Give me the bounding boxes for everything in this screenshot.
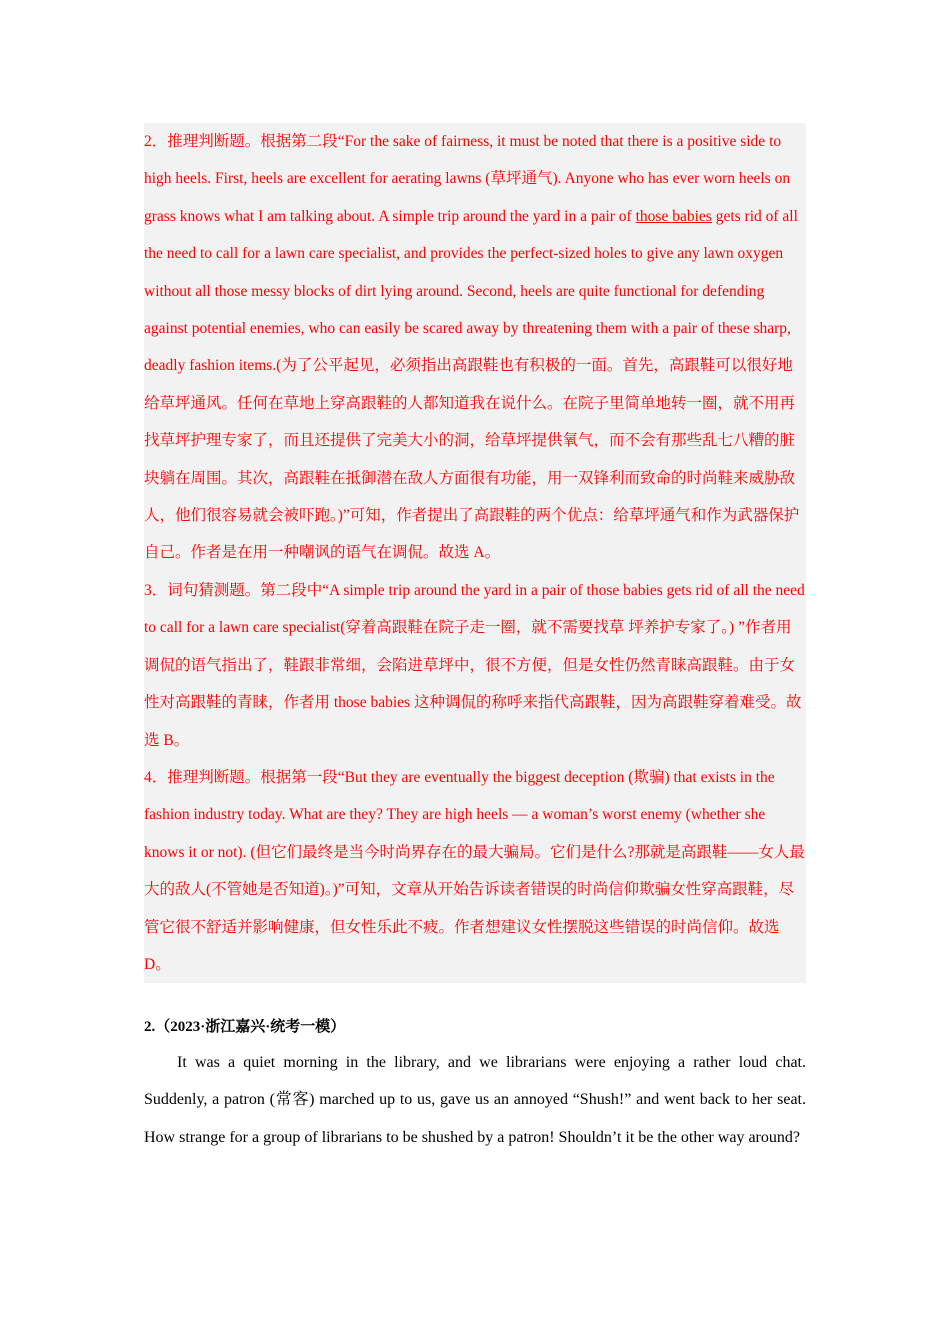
answer-2-explanation	[144, 123, 806, 572]
reading-passage: It was a quiet morning in the library, and we librarians were enjoying a rather loud chat. Suddenly, a patron (常客) marched up to us, gave us an annoyed “Shush!” and went back to her seat. How strange for a group of librarians to be shushed by a patron! Shouldn’t it be the other way around?	[144, 1054, 806, 1146]
answer-2-underlined-phrase: those babies	[635, 207, 712, 225]
answer-4-explanation: 4．推理判断题。根据第一段“But they are eventually the biggest deception (欺骗) that exists in the fashion industry today. What are they? They are high heels — a woman’s worst enemy (whether she knows it or not). (但它们最终是当今时尚界存在的最大骗局。它们是什么?那就是高跟鞋——女人最大的敌人(不管她是否知道)。)”可知，文章从开始告诉读者错误的时尚信仰欺骗女性穿高跟鞋，尽管它很不舒适并影响健康，但女性乐此不疲。作者想建议女性摆脱这些错误的时尚信仰。故选 D。	[144, 768, 805, 973]
question-heading: 2.（2023·浙江嘉兴·统考一模）	[144, 1019, 346, 1035]
answer-explanations	[144, 123, 806, 983]
answer-3-explanation: 3．词句猜测题。第二段中“A simple trip around the yard in a pair of those babies gets rid of all the need to call for a lawn care specialist(穿着高跟鞋在院子走一圈，就不需要找草 坪养护专家了。) ”作者用调侃的语气指出了，鞋跟非常细，会陷进草坪中，很不方便，但是女性仍然青睐高跟鞋。由于女性对高跟鞋的青睐，作者用 those babies 这种调侃的称呼来指代高跟鞋，因为高跟鞋穿着难受。故选 B。	[144, 581, 805, 749]
answer-2-prefix: 2．推理判断题。根据第二段“For the sake of fairness, it must be noted that there is a positive side to high heels. First, heels are excellent for aerating lawns (草坪通气). Anyone who has ever worn heels on grass knows what I am talking about. A simple trip around the yard in a pair of	[144, 133, 791, 225]
answer-2-suffix: gets rid of all the need to call for a lawn care specialist, and provides the perfect-sized holes to give any lawn oxygen without all those messy blocks of dirt lying around. Second, heels are quite functional for defending against potential enemies, who can easily be scared away by threatening them with a pair of these sharp, deadly fashion items.(为了公平起见，必须指出高跟鞋也有积极的一面。首先，高跟鞋可以很好地给草坪通风。任何在草地上穿高跟鞋的人都知道我在说什么。在院子里简单地转一圈，就不用再找草坪护理专家了，而且还提供了完美大小的洞，给草坪提供氧气，而不会有那些乱七八糟的脏块躺在周围。其次，高跟鞋在抵御潜在敌人方面很有功能，用一双锋利而致命的时尚鞋来威胁敌人，他们很容易就会被吓跑。)”可知，作者提出了高跟鞋的两个优点：给草坪通气和作为武器保护自己。作者是在用一种嘲讽的语气在调侃。故选 A。	[144, 207, 800, 562]
